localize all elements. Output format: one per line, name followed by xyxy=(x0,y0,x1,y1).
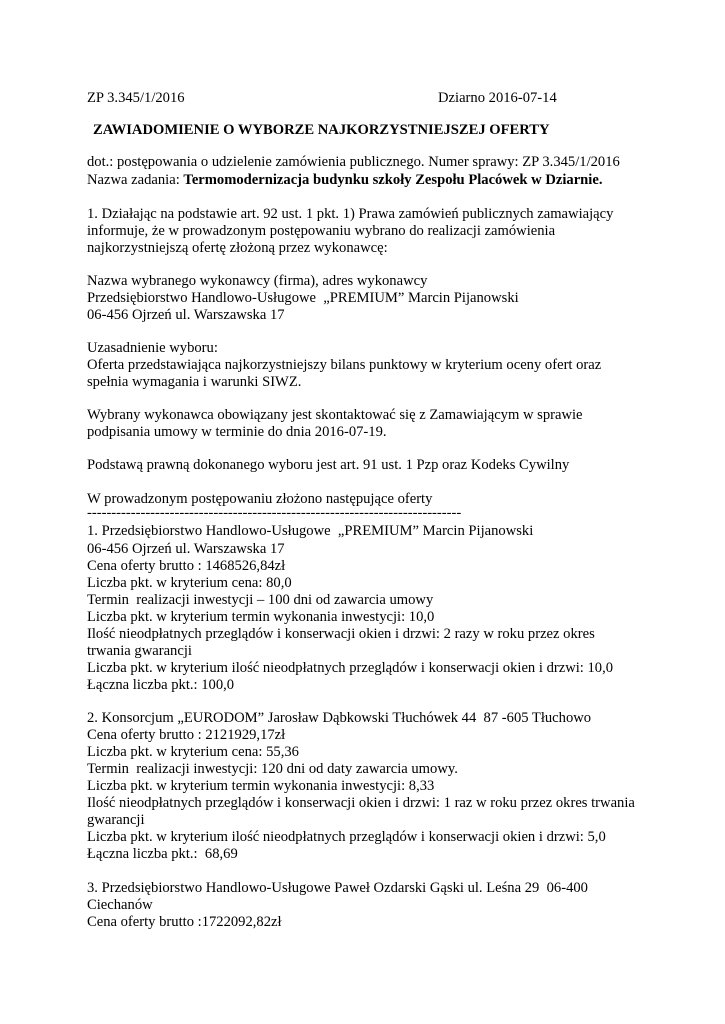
offer1-line: 06-456 Ojrzeń ul. Warszawska 17 xyxy=(87,541,285,557)
task-line xyxy=(87,171,602,189)
offer1-total: Łączna liczba pkt.: 100,0 xyxy=(87,677,235,693)
offer1-line: trwania gwarancji xyxy=(87,643,192,659)
place-and-date: Dziarno 2016-07-14 xyxy=(438,90,557,106)
task-label: Nazwa zadania: xyxy=(87,172,184,188)
section1-line: informuje, że w prowadzonym postępowaniu wybrano do realizacji zamówienia xyxy=(87,223,556,239)
offer2-line: Ilość nieodpłatnych przeglądów i konserwacji okien i drzwi: 1 raz w roku przez okres trwania xyxy=(87,795,635,811)
offer2-line: Liczba pkt. w kryterium ilość nieodpłatnych przeglądów i konserwacji okien i drzwi: 5,0 xyxy=(87,829,606,845)
intro-line: dot.: postępowania o udzielenie zamówienia publicznego. Numer sprawy: ZP 3.345/1/2016 xyxy=(87,154,620,170)
offer3-line: Ciechanów xyxy=(87,897,153,913)
offer1-line: Termin realizacji inwestycji – 100 dni od zawarcia umowy xyxy=(87,592,434,608)
offer2-line: 2. Konsorcjum „EURODOM” Jarosław Dąbkowski Tłuchówek 44 87 -605 Tłuchowo xyxy=(87,710,592,726)
offer2-total: Łączna liczba pkt.: 68,69 xyxy=(87,846,238,862)
reference-number: ZP 3.345/1/2016 xyxy=(87,90,185,106)
offer3-line: Cena oferty brutto :1722092,82zł xyxy=(87,914,282,930)
offer2-line: gwarancji xyxy=(87,812,145,828)
justification-line: Oferta przedstawiająca najkorzystniejszy bilans punktowy w kryterium oceny ofert oraz xyxy=(87,357,602,373)
offer1-line: 1. Przedsiębiorstwo Handlowo-Usługowe „PREMIUM” Marcin Pijanowski xyxy=(87,523,534,539)
offer1-line: Liczba pkt. w kryterium cena: 80,0 xyxy=(87,575,292,591)
offer1-line: Cena oferty brutto : 1468526,84zł xyxy=(87,558,286,574)
section1-line: najkorzystniejszą ofertę złożoną przez wykonawcę: xyxy=(87,240,388,256)
offer2-line: Cena oferty brutto : 2121929,17zł xyxy=(87,727,286,743)
offer2-line: Termin realizacji inwestycji: 120 dni od daty zawarcia umowy. xyxy=(87,761,458,777)
winner-line: Nazwa wybranego wykonawcy (firma), adres wykonawcy xyxy=(87,273,428,289)
offers-heading: W prowadzonym postępowaniu złożono następujące oferty xyxy=(87,491,433,507)
offer1-line: Liczba pkt. w kryterium termin wykonania inwestycji: 10,0 xyxy=(87,609,435,625)
offer1-line: Liczba pkt. w kryterium ilość nieodpłatnych przeglądów i konserwacji okien i drzwi: 10,0 xyxy=(87,660,614,676)
document-title: ZAWIADOMIENIE O WYBORZE NAJKORZYSTNIEJSZEJ OFERTY xyxy=(93,122,550,138)
winner-line: 06-456 Ojrzeń ul. Warszawska 17 xyxy=(87,307,285,323)
offer2-line: Liczba pkt. w kryterium termin wykonania inwestycji: 8,33 xyxy=(87,778,435,794)
contact-line: Wybrany wykonawca obowiązany jest skontaktować się z Zamawiającym w sprawie xyxy=(87,407,583,423)
contact-line: podpisania umowy w terminie do dnia 2016-07-19. xyxy=(87,424,387,440)
offer1-line: Ilość nieodpłatnych przeglądów i konserwacji okien i drzwi: 2 razy w roku przez okres xyxy=(87,626,595,642)
offer3-line: 3. Przedsiębiorstwo Handlowo-Usługowe Paweł Ozdarski Gąski ul. Leśna 29 06-400 xyxy=(87,880,588,896)
winner-line: Przedsiębiorstwo Handlowo-Usługowe „PREMIUM” Marcin Pijanowski xyxy=(87,290,519,306)
justification-line: Uzasadnienie wyboru: xyxy=(87,340,218,356)
justification-line: spełnia wymagania i warunki SIWZ. xyxy=(87,374,302,390)
section1-line: 1. Działając na podstawie art. 92 ust. 1 pkt. 1) Prawa zamówień publicznych zamawiający xyxy=(87,206,614,222)
separator-line: ----------------------------------------------------------------------------- xyxy=(87,505,462,521)
task-name: Termomodernizacja budynku szkoły Zespołu Placówek w Dziarnie. xyxy=(183,172,603,188)
offer2-line: Liczba pkt. w kryterium cena: 55,36 xyxy=(87,744,299,760)
legal-basis: Podstawą prawną dokonanego wyboru jest art. 91 ust. 1 Pzp oraz Kodeks Cywilny xyxy=(87,457,570,473)
